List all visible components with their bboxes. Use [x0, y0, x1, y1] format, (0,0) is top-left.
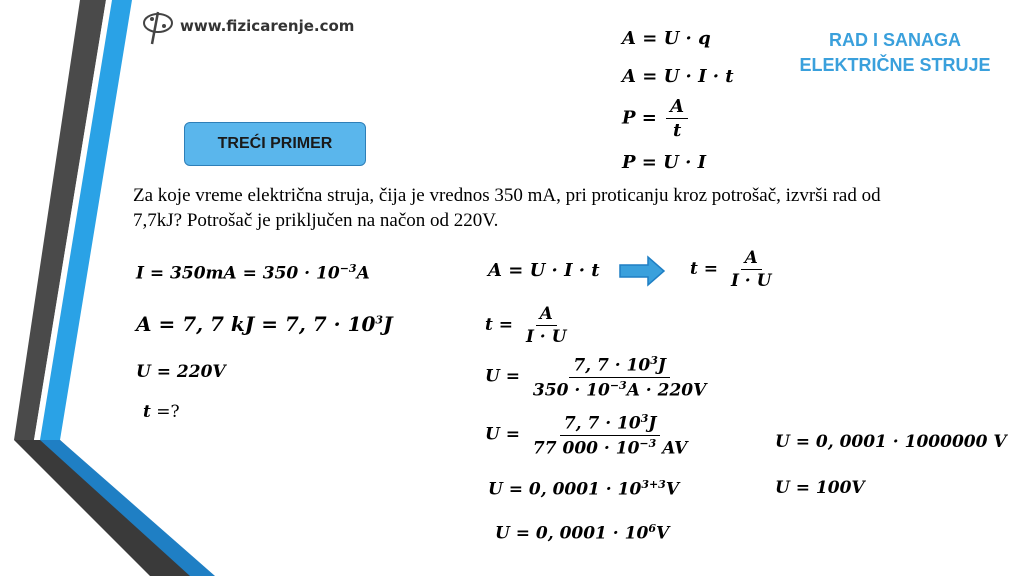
title-line1: RAD I SANAGA	[828, 30, 961, 50]
result-expanded: U = 0, 0001 · 1000000 V	[775, 432, 1007, 452]
title-line2: ELEKTRIČNE STRUJE	[799, 55, 991, 75]
given-time: t =?	[143, 402, 180, 422]
formula-work-current: A = U · I · t	[622, 66, 734, 87]
stripe-blue-lower	[40, 440, 215, 576]
problem-line2: 7,7kJ? Potrošač je priključen na načon od 220V.	[133, 210, 499, 231]
formula-work-charge: A = U · q	[622, 28, 711, 49]
example-button[interactable]: TREĆI PRIMER	[184, 122, 366, 166]
site-url[interactable]: www.fizicarenje.com	[180, 17, 355, 35]
problem-line1: Za koje vreme električna struja, čija je vrednos 350 mA, pri proticanju kroz potrošač, izvrši rad od	[133, 185, 881, 206]
solution-t-formula: t = $\frac{A}{I \cdot U}$	[690, 248, 772, 291]
solution-u-step4: U = 0, $0001 \cdot 10^6V$	[495, 522, 670, 544]
logo-icon	[140, 8, 176, 46]
solution-t-formula-2: t = $\frac{A}{I \cdot U}$	[485, 304, 567, 347]
decorative-stripes	[0, 0, 230, 576]
solution-u-step1: U = $\frac{7, 7 \cdot 10^3J}{350 \cdot 10^{-3}A \cdot 220V}$	[485, 354, 707, 401]
slide-title	[770, 28, 1020, 78]
problem-text	[133, 183, 1013, 233]
given-voltage: U = 220V	[136, 362, 226, 382]
formula-power-fraction: P = $\frac{A}{t}$	[622, 96, 691, 141]
given-work: A = 7, 7 kJ = 7, $7 \cdot 10^3J$	[136, 312, 393, 336]
right-arrow-icon	[618, 255, 666, 287]
given-current: $I = 350mA = 350 \cdot 10^{-3}A$	[136, 262, 370, 284]
solution-u-step3: U = 0, $0001 \cdot 10^{3+3}V$	[488, 478, 680, 500]
solution-u-step2: U = $\frac{7, 7 \cdot 10^3J}{77 000 \cdot 10^{-3} AV}$	[485, 412, 688, 459]
formula-power: P = U · I	[622, 152, 707, 173]
solution-equation: A = U · I · t	[488, 260, 600, 281]
result-final: U = 100V	[775, 478, 865, 498]
